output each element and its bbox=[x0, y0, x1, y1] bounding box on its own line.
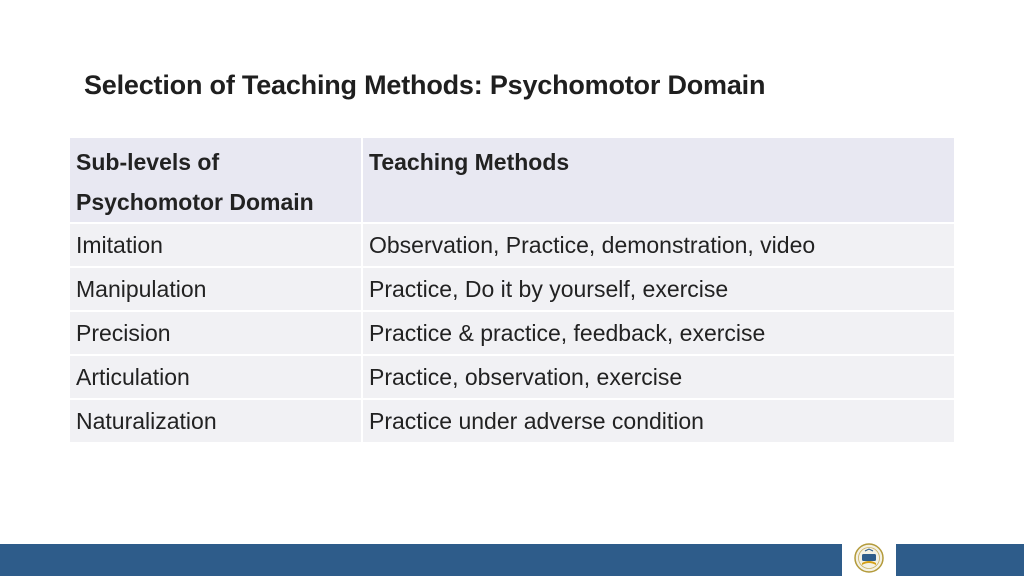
row-methods: Practice under adverse condition bbox=[363, 400, 954, 444]
row-level: Naturalization bbox=[70, 400, 363, 444]
row-level: Precision bbox=[70, 312, 363, 356]
row-level: Manipulation bbox=[70, 268, 363, 312]
table-row bbox=[70, 224, 954, 268]
row-methods: Practice & practice, feedback, exercise bbox=[363, 312, 954, 356]
row-level: Imitation bbox=[70, 224, 363, 268]
row-methods: Practice, Do it by yourself, exercise bbox=[363, 268, 954, 312]
row-level: Articulation bbox=[70, 356, 363, 400]
teaching-methods-table bbox=[70, 138, 954, 444]
table-row bbox=[70, 356, 954, 400]
header-sub-levels-line2: Psychomotor Domain bbox=[76, 189, 314, 215]
header-sub-levels-line1: Sub-levels of bbox=[76, 149, 220, 175]
header-teaching-methods: Teaching Methods bbox=[363, 138, 954, 224]
institution-seal-icon bbox=[853, 542, 885, 574]
table-row bbox=[70, 268, 954, 312]
table-row bbox=[70, 400, 954, 444]
table-header-row bbox=[70, 138, 954, 224]
table-row bbox=[70, 312, 954, 356]
header-sub-levels bbox=[70, 138, 363, 224]
row-methods: Observation, Practice, demonstration, video bbox=[363, 224, 954, 268]
row-methods: Practice, observation, exercise bbox=[363, 356, 954, 400]
footer-logo bbox=[842, 540, 896, 576]
slide-title: Selection of Teaching Methods: Psychomotor Domain bbox=[84, 70, 766, 100]
